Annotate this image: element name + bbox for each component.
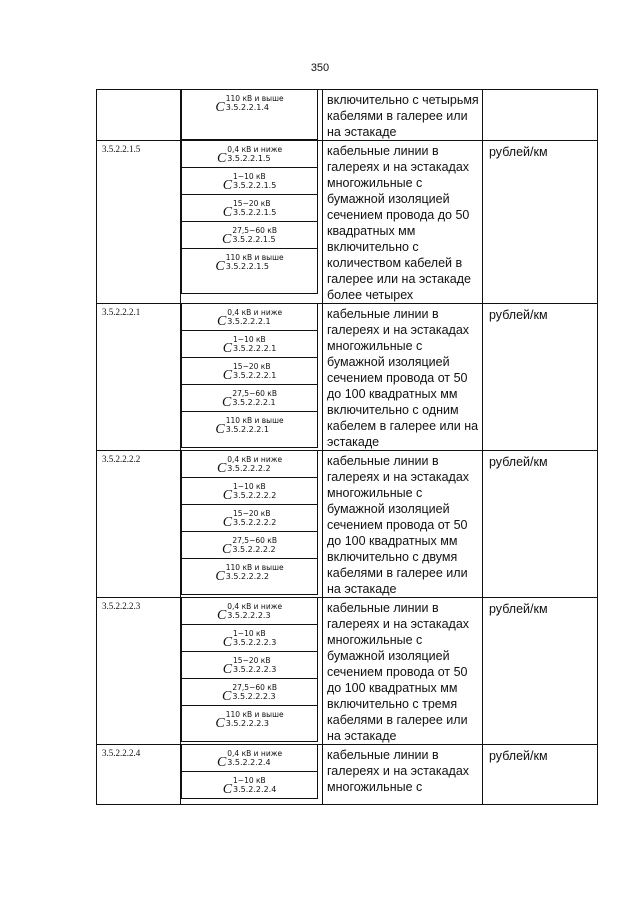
rate-formula: C 1−10 кВ 3.5.2.2.2.3 xyxy=(222,628,277,650)
symbol-index: 3.5.2.2.2.2 xyxy=(233,490,277,500)
rate-formula: C 15−20 кВ 3.5.2.2.2.2 xyxy=(222,508,277,530)
rate-formula: C 27,5−60 кВ 3.5.2.2.2.1 xyxy=(222,388,277,410)
unit-cell xyxy=(483,90,598,141)
voltage-class: 110 кВ и выше xyxy=(225,415,284,425)
voltage-class: 15−20 кВ xyxy=(233,361,271,371)
rate-symbol xyxy=(181,652,318,679)
rate-symbol xyxy=(181,451,318,478)
description: кабельные линии в галереях и на эстакадах многожильные с бумажной изоляцией сечением провода от 50 до 100 квадратных мм включительно с одним кабелем в галерее или на эстакаде xyxy=(323,304,483,451)
symbol-index: 3.5.2.2.2.1 xyxy=(232,397,276,407)
item-code: 3.5.2.2.2.3 xyxy=(97,598,181,745)
rate-formula: C 0,4 кВ и ниже 3.5.2.2.1.5 xyxy=(216,144,283,166)
symbol-index: 3.5.2.2.2.3 xyxy=(225,718,270,728)
rate-formula: C 27,5−60 кВ 3.5.2.2.2.2 xyxy=(222,535,277,557)
item-code: 3.5.2.2.2.2 xyxy=(97,451,181,598)
rate-symbol xyxy=(181,222,318,249)
voltage-class: 27,5−60 кВ xyxy=(232,682,277,692)
rate-formula: C 27,5−60 кВ 3.5.2.2.1.5 xyxy=(222,225,277,247)
description-cell: включительно с четырьмя кабелями в галерее или на эстакаде xyxy=(323,90,483,141)
page-number: 350 xyxy=(310,62,330,74)
symbol-index: 3.5.2.2.2.1 xyxy=(233,343,277,353)
rate-formula: C 15−20 кВ 3.5.2.2.1.5 xyxy=(222,198,277,220)
symbol-index: 3.5.2.2.2.3 xyxy=(233,664,277,674)
description: кабельные линии в галереях и на эстакадах многожильные с бумажной изоляцией сечением провода до 50 квадратных мм включительно с количеством кабелей в галерее или на эстакаде более четырех xyxy=(323,141,483,304)
symbol-index: 3.5.2.2.2.1 xyxy=(233,370,277,380)
voltage-class: 15−20 кВ xyxy=(233,508,271,518)
symbols-cell xyxy=(181,141,323,304)
rate-formula: C 110 кВ и выше 3.5.2.2.2.2 xyxy=(215,562,284,584)
symbol-index: 3.5.2.2.1.5 xyxy=(227,153,271,163)
rate-symbol xyxy=(181,141,318,168)
symbol-index: 3.5.2.2.1.5 xyxy=(233,180,277,190)
symbol-index: 3.5.2.2.2.1 xyxy=(225,424,270,434)
rate-formula: C 110 кВ и выше 3.5.2.2.2.1 xyxy=(215,415,284,437)
rate-formula: C 110 кВ и выше 3.5.2.2.1.4 xyxy=(215,93,284,115)
voltage-class: 27,5−60 кВ xyxy=(232,225,277,235)
rate-formula: C 1−10 кВ 3.5.2.2.2.4 xyxy=(222,775,277,797)
description: кабельные линии в галереях и на эстакадах многожильные с бумажной изоляцией сечением провода от 50 до 100 квадратных мм включительно с двумя кабелями в галерее или на эстакаде xyxy=(323,451,483,598)
voltage-class: 1−10 кВ xyxy=(233,171,266,181)
voltage-class: 0,4 кВ и ниже xyxy=(227,144,283,154)
rate-symbol xyxy=(181,625,318,652)
item-code: 3.5.2.2.2.4 xyxy=(97,745,181,805)
symbol-index: 3.5.2.2.2.2 xyxy=(227,463,271,473)
voltage-class: 27,5−60 кВ xyxy=(232,535,277,545)
unit: рублей/км xyxy=(483,451,598,598)
symbol-index: 3.5.2.2.2.4 xyxy=(233,784,277,794)
table-row xyxy=(97,141,598,304)
rate-symbol xyxy=(181,745,318,772)
voltage-class: 0,4 кВ и ниже xyxy=(227,454,283,464)
rate-formula: C 27,5−60 кВ 3.5.2.2.2.3 xyxy=(222,682,277,704)
rate-symbol xyxy=(181,532,318,559)
symbol-index: 3.5.2.2.2.3 xyxy=(227,610,271,620)
symbols-cell xyxy=(181,451,323,598)
symbol-index: 3.5.2.2.1.5 xyxy=(225,261,270,271)
rate-symbol xyxy=(181,358,318,385)
voltage-class: 110 кВ и выше xyxy=(225,709,284,719)
voltage-class: 0,4 кВ и ниже xyxy=(227,601,283,611)
rate-symbol xyxy=(181,505,318,532)
rate-symbol xyxy=(181,168,318,195)
description: кабельные линии в галереях и на эстакадах многожильные с xyxy=(323,745,483,805)
voltage-class: 15−20 кВ xyxy=(233,655,271,665)
voltage-class: 0,4 кВ и ниже xyxy=(227,748,283,758)
unit: рублей/км xyxy=(483,141,598,304)
table-row xyxy=(97,304,598,451)
voltage-class: 0,4 кВ и ниже xyxy=(227,307,283,317)
rate-formula: C 0,4 кВ и ниже 3.5.2.2.2.1 xyxy=(216,307,283,329)
item-code: 3.5.2.2.1.5 xyxy=(97,141,181,304)
unit: рублей/км xyxy=(483,304,598,451)
item-code: 3.5.2.2.2.1 xyxy=(97,304,181,451)
table-row xyxy=(97,451,598,598)
rate-symbol xyxy=(181,478,318,505)
voltage-class: 1−10 кВ xyxy=(233,481,266,491)
rate-symbol xyxy=(181,385,318,412)
tariff-table xyxy=(96,89,598,805)
symbol-index: 3.5.2.2.2.2 xyxy=(232,544,276,554)
symbols-cell xyxy=(181,90,323,141)
voltage-class: 110 кВ и выше xyxy=(225,252,284,262)
rate-symbol xyxy=(181,706,318,742)
rate-formula: C 0,4 кВ и ниже 3.5.2.2.2.4 xyxy=(216,748,283,770)
symbol-index: 3.5.2.2.2.1 xyxy=(227,316,271,326)
rate-formula: C 1−10 кВ 3.5.2.2.1.5 xyxy=(222,171,277,193)
voltage-class: 15−20 кВ xyxy=(233,198,271,208)
rate-symbol xyxy=(181,304,318,331)
description: кабельные линии в галереях и на эстакадах многожильные с бумажной изоляцией сечением провода от 50 до 100 квадратных мм включительно с тремя кабелями в галерее или на эстакаде xyxy=(323,598,483,745)
rate-symbol xyxy=(181,331,318,358)
rate-symbol xyxy=(181,195,318,222)
voltage-class: 1−10 кВ xyxy=(233,628,266,638)
symbol-index: 3.5.2.2.2.2 xyxy=(233,517,277,527)
rate-formula: C 110 кВ и выше 3.5.2.2.2.3 xyxy=(215,709,284,731)
rate-formula: C 1−10 кВ 3.5.2.2.2.1 xyxy=(222,334,277,356)
rate-formula: C 0,4 кВ и ниже 3.5.2.2.2.3 xyxy=(216,601,283,623)
symbols-cell xyxy=(181,304,323,451)
rate-symbol xyxy=(181,772,318,799)
symbols-cell xyxy=(181,598,323,745)
symbol-index: 3.5.2.2.2.4 xyxy=(227,757,271,767)
rate-symbol xyxy=(181,559,318,595)
symbols-cell xyxy=(181,745,323,805)
voltage-class: 110 кВ и выше xyxy=(225,562,284,572)
rate-symbol xyxy=(181,249,318,294)
table-row xyxy=(97,745,598,805)
code-cell xyxy=(97,90,181,141)
symbol-index: 3.5.2.2.1.5 xyxy=(232,234,276,244)
rate-formula: C 110 кВ и выше 3.5.2.2.1.5 xyxy=(215,252,284,274)
rate-formula: C 15−20 кВ 3.5.2.2.2.3 xyxy=(222,655,277,677)
symbol-index: 3.5.2.2.2.2 xyxy=(225,571,270,581)
unit: рублей/км xyxy=(483,745,598,805)
rate-symbol xyxy=(181,679,318,706)
rate-symbol xyxy=(181,90,318,140)
rate-formula: C 15−20 кВ 3.5.2.2.2.1 xyxy=(222,361,277,383)
table-row-continuation xyxy=(97,90,598,141)
rate-symbol xyxy=(181,412,318,448)
rate-symbol xyxy=(181,598,318,625)
table-row xyxy=(97,598,598,745)
unit: рублей/км xyxy=(483,598,598,745)
voltage-class: 1−10 кВ xyxy=(233,775,266,785)
symbol-index: 3.5.2.2.2.3 xyxy=(232,691,276,701)
symbol-index: 3.5.2.2.2.3 xyxy=(233,637,277,647)
symbol-index: 3.5.2.2.1.5 xyxy=(233,207,277,217)
rate-formula: C 0,4 кВ и ниже 3.5.2.2.2.2 xyxy=(216,454,283,476)
rate-formula: C 1−10 кВ 3.5.2.2.2.2 xyxy=(222,481,277,503)
voltage-class: 1−10 кВ xyxy=(233,334,266,344)
voltage-class: 27,5−60 кВ xyxy=(232,388,277,398)
